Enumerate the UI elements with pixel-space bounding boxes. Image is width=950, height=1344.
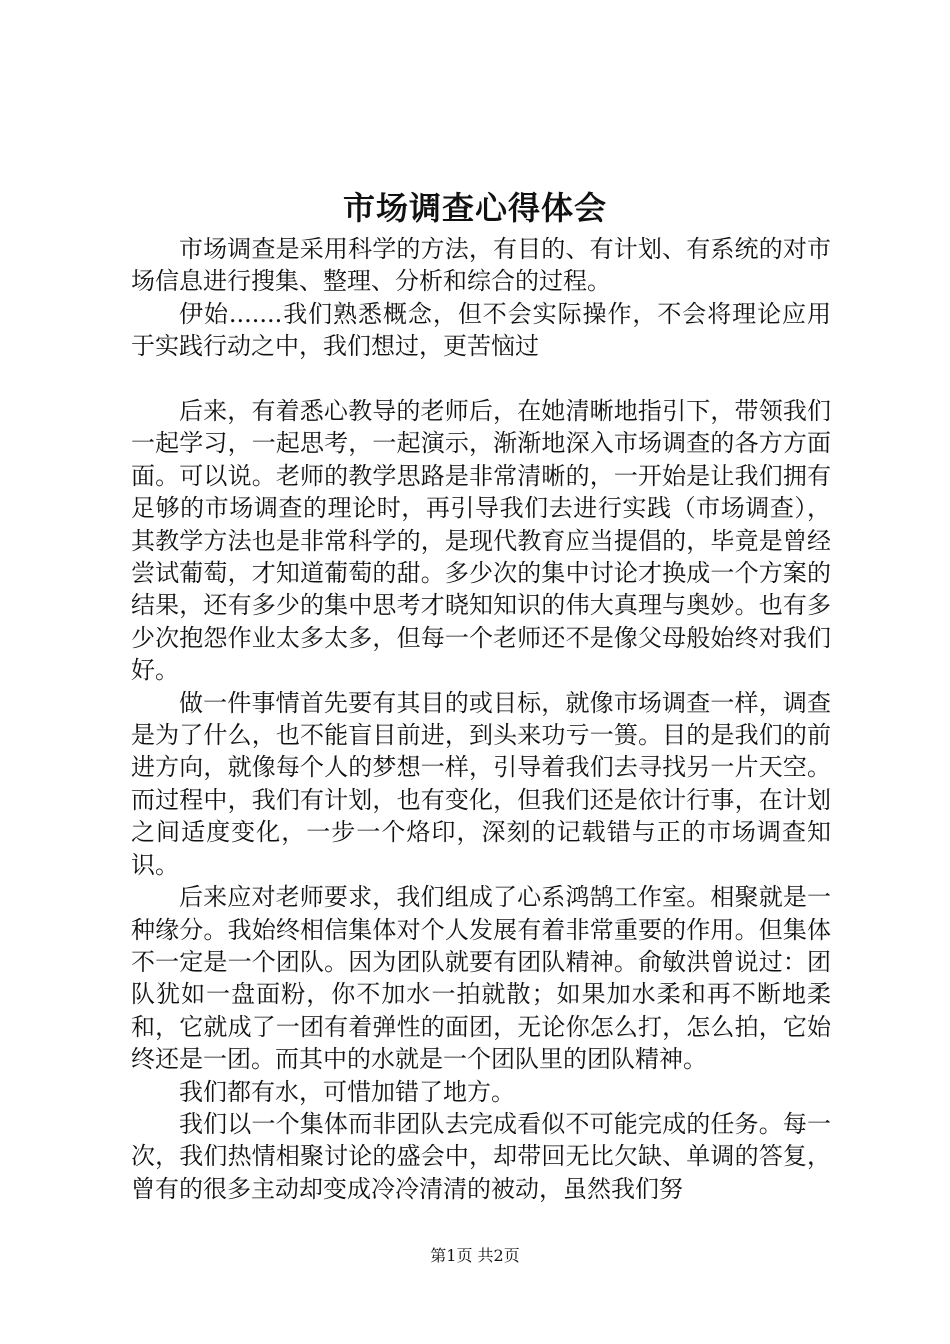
paragraph-water: 我们都有水，可惜加错了地方。 [179,1077,515,1106]
document-title: 市场调查心得体会 [342,189,607,227]
paragraph-definition: 市场调查是采用科学的方法，有目的、有计划、有系统的对市场信息进行搜集、整理、分析和综合的过程。 [131,235,831,296]
paragraph-team: 后来应对老师要求，我们组成了心系鸿鹄工作室。相聚就是一种缘分。我始终相信集体对个人发展有着非常重要的作用。但集体不一定是一个团队。因为团队就要有团队精神。俞敏洪曾说过：团队犹如一盘面粉，你不加水一拍就散；如果加水柔和再不断地柔和，它就成了一团有着弹性的面团，无论你怎么打，怎么拍，它始终还是一团。而其中的水就是一个团队里的团队精神。 [131,883,831,1074]
page-number-footer: 第1页 共2页 [430,1246,520,1265]
paragraph-teacher: 后来，有着悉心教导的老师后，在她清晰地指引下，带领我们一起学习，一起思考，一起演示，渐渐地深入市场调查的各方方面面。可以说。老师的教学思路是非常清晰的，一开始是让我们拥有足够的市场调查的理论时，再引导我们去进行实践（市场调查），其教学方法也是非常科学的，是现代教育应当提倡的，毕竟是曾经尝试葡萄，才知道葡萄的甜。多少次的集中讨论才换成一个方案的结果，还有多少的集中思考才晓知知识的伟大真理与奥妙。也有多少次抱怨作业太多太多，但每一个老师还不是像父母般始终对我们好。 [131,397,831,685]
document-body [131,233,831,1205]
paragraph-goal: 做一件事情首先要有其目的或目标，就像市场调查一样，调查是为了什么，也不能盲目前进，到头来功亏一篑。目的是我们的前进方向，就像每个人的梦想一样，引导着我们去寻找另一片天空。而过程中，我们有计划，也有变化，但我们还是依计行事，在计划之间适度变化，一步一个烙印，深刻的记载错与正的市场调查知识。 [131,688,831,879]
paragraph-beginning: 伊始.......我们熟悉概念，但不会实际操作，不会将理论应用于实践行动之中，我们想过，更苦恼过 [131,299,831,361]
paragraph-collective: 我们以一个集体而非团队去完成看似不可能完成的任务。每一次，我们热情相聚讨论的盛会中，却带回无比欠缺、单调的答复，曾有的很多主动却变成冷冷清清的被动，虽然我们努 [131,1109,831,1203]
